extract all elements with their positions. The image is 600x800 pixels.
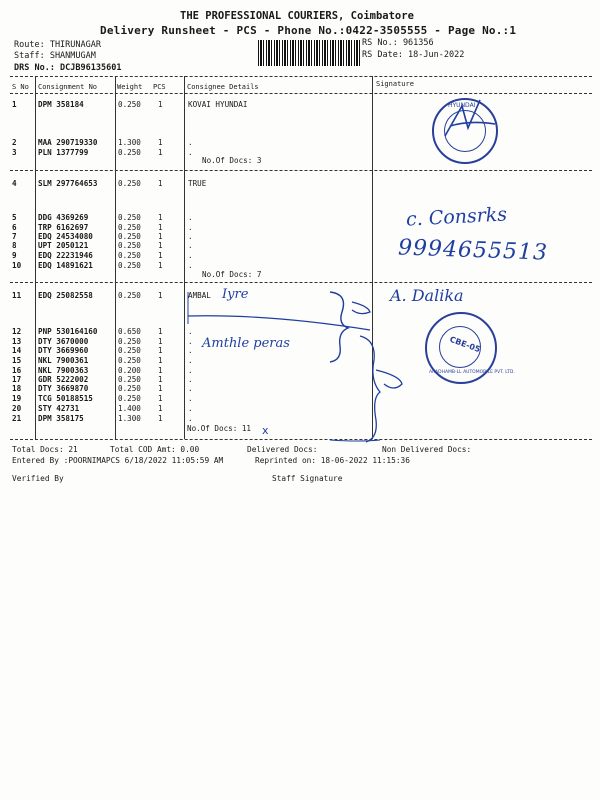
row-consignment-no: TRP 6162697 — [38, 223, 89, 232]
row-pcs: 1 — [158, 251, 163, 260]
row-sno: 4 — [12, 179, 17, 188]
row-sno: 14 — [12, 346, 22, 355]
row-sno: 18 — [12, 384, 22, 393]
col-header-weight: Weight — [117, 83, 143, 91]
handwritten-mark: x — [262, 424, 269, 437]
handwritten-brackets — [180, 280, 410, 450]
row-consignment-no: EDQ 25082558 — [38, 291, 93, 300]
row-sno: 2 — [12, 138, 17, 147]
verified-by: Verified By — [12, 474, 64, 483]
row-consignment-no: EDQ 14891621 — [38, 261, 93, 270]
total-cod-amount: Total COD Amt: 0.00 — [110, 445, 200, 454]
row-weight: 0.250 — [118, 179, 141, 188]
row-sno: 3 — [12, 148, 17, 157]
stamp-center-text: CBE-05 — [448, 334, 482, 355]
row-consignee-details: TRUE — [188, 179, 207, 188]
row-weight: 1.400 — [118, 404, 141, 413]
row-pcs: 1 — [158, 346, 163, 355]
row-consignee-details: . — [188, 356, 193, 365]
row-weight: 0.200 — [118, 366, 141, 375]
stamp-text: HYUNDAI — [448, 102, 476, 109]
row-pcs: 1 — [158, 375, 163, 384]
total-docs: Total Docs: 21 — [12, 445, 78, 454]
row-consignee-details: AMBAL — [188, 291, 211, 300]
handwritten-note: Amthle peras — [202, 336, 290, 351]
row-consignee-details: . — [188, 327, 193, 336]
row-weight: 0.250 — [118, 356, 141, 365]
handwritten-note: Iyre — [222, 287, 249, 302]
row-consignee-details: . — [188, 394, 193, 403]
row-sno: 1 — [12, 100, 17, 109]
row-weight: 0.250 — [118, 337, 141, 346]
row-consignee-details: . — [188, 384, 193, 393]
row-pcs: 1 — [158, 327, 163, 336]
row-consignment-no: DTY 3669960 — [38, 346, 89, 355]
row-pcs: 1 — [158, 241, 163, 250]
row-pcs: 1 — [158, 384, 163, 393]
row-pcs: 1 — [158, 213, 163, 222]
barcode — [258, 40, 360, 66]
row-consignee-details: . — [188, 138, 193, 147]
row-consignment-no: PLN 1377799 — [38, 148, 89, 157]
group-docs-count: No.Of Docs: 11 — [187, 424, 252, 433]
row-pcs: 1 — [158, 356, 163, 365]
row-sno: 16 — [12, 366, 22, 375]
row-consignment-no: SLM 297764653 — [38, 179, 98, 188]
row-sno: 6 — [12, 223, 17, 232]
row-pcs: 1 — [158, 291, 163, 300]
staff-signature: Staff Signature — [272, 474, 343, 483]
row-pcs: 1 — [158, 223, 163, 232]
row-weight: 0.250 — [118, 232, 141, 241]
row-pcs: 1 — [158, 337, 163, 346]
row-pcs: 1 — [158, 404, 163, 413]
row-sno: 12 — [12, 327, 22, 336]
col-header-consignment: Consignment No — [38, 83, 98, 91]
row-pcs: 1 — [158, 366, 163, 375]
col-divider — [35, 76, 36, 439]
row-weight: 0.250 — [118, 251, 141, 260]
row-consignee-details: . — [188, 232, 193, 241]
row-sno: 13 — [12, 337, 22, 346]
row-consignee-details: . — [188, 148, 193, 157]
group-rule-1 — [10, 170, 592, 171]
row-consignment-no: GDR 5222002 — [38, 375, 89, 384]
row-weight: 0.650 — [118, 327, 141, 336]
entered-by: Entered By :POORNIMAPCS 6/18/2022 11:05:59 AM — [12, 456, 224, 465]
row-sno: 10 — [12, 261, 22, 270]
non-delivered-docs: Non Delivered Docs: — [382, 445, 472, 454]
row-consignment-no: DDG 4369269 — [38, 213, 89, 222]
row-consignee-details: . — [188, 241, 193, 250]
runsheet-title: Delivery Runsheet - PCS - Phone No.:0422-3505555 - Page No.:1 — [100, 24, 517, 37]
row-weight: 0.250 — [118, 375, 141, 384]
row-weight: 0.250 — [118, 291, 141, 300]
row-sno: 19 — [12, 394, 22, 403]
row-pcs: 1 — [158, 261, 163, 270]
row-consignee-details: . — [188, 414, 193, 423]
row-sno: 11 — [12, 291, 22, 300]
row-weight: 0.250 — [118, 241, 141, 250]
signature-scribble — [440, 96, 500, 146]
row-weight: 1.300 — [118, 138, 141, 147]
row-pcs: 1 — [158, 100, 163, 109]
row-sno: 15 — [12, 356, 22, 365]
row-consignee-details: . — [188, 261, 193, 270]
row-weight: 0.250 — [118, 100, 141, 109]
delivered-docs: Delivered Docs: — [247, 445, 318, 454]
row-weight: 1.300 — [118, 414, 141, 423]
col-header-signature: Signature — [376, 80, 414, 88]
row-sno: 8 — [12, 241, 17, 250]
row-weight: 0.250 — [118, 261, 141, 270]
col-header-sno: S No — [12, 83, 29, 91]
col-divider — [115, 76, 116, 439]
row-sno: 20 — [12, 404, 22, 413]
row-consignee-details: . — [188, 346, 193, 355]
row-consignee-details: . — [188, 366, 193, 375]
row-pcs: 1 — [158, 232, 163, 241]
row-weight: 0.250 — [118, 148, 141, 157]
row-pcs: 1 — [158, 179, 163, 188]
row-pcs: 1 — [158, 394, 163, 403]
row-consignment-no: PNP 530164160 — [38, 327, 98, 336]
row-weight: 0.250 — [118, 346, 141, 355]
row-pcs: 1 — [158, 148, 163, 157]
row-weight: 0.250 — [118, 213, 141, 222]
row-consignee-details: KOVAI HYUNDAI — [188, 100, 248, 109]
row-weight: 0.250 — [118, 394, 141, 403]
staff-label: Staff: SHANMUGAM — [14, 51, 96, 61]
reprinted-on: Reprinted on: 18-06-2022 11:15:36 — [255, 456, 410, 465]
handwritten-receiver-name: c. Consrks — [405, 203, 508, 231]
row-consignment-no: DTY 3670000 — [38, 337, 89, 346]
row-consignment-no: UPT 2050121 — [38, 241, 89, 250]
row-consignment-no: NKL 7900361 — [38, 356, 89, 365]
col-header-consignee: Consignee Details — [187, 83, 259, 91]
handwritten-receiver-name: A. Dalika — [390, 286, 464, 305]
row-consignment-no: DPM 358175 — [38, 414, 84, 423]
row-sno: 17 — [12, 375, 22, 384]
row-sno: 7 — [12, 232, 17, 241]
row-consignment-no: NKL 7900363 — [38, 366, 89, 375]
row-consignee-details: . — [188, 375, 193, 384]
row-sno: 5 — [12, 213, 17, 222]
row-consignee-details: . — [188, 223, 193, 232]
stamp-ring-text: ARADHAMB-LL AUTOMOBILE PVT. LTD. — [429, 370, 515, 375]
group-docs-count: No.Of Docs: 7 — [202, 270, 262, 279]
drs-number: DRS No.: DCJB96135601 — [14, 63, 122, 73]
company-name: THE PROFESSIONAL COURIERS, Coimbatore — [180, 10, 414, 22]
row-consignment-no: EDQ 24534080 — [38, 232, 93, 241]
group-docs-count: No.Of Docs: 3 — [202, 156, 262, 165]
row-consignment-no: DTY 3669870 — [38, 384, 89, 393]
rs-number: RS No.: 961356 — [362, 38, 434, 48]
row-consignment-no: MAA 290719330 — [38, 138, 98, 147]
row-consignee-details: . — [188, 337, 193, 346]
row-pcs: 1 — [158, 414, 163, 423]
company-stamp — [425, 312, 515, 384]
table-header-rule — [10, 93, 592, 94]
row-consignment-no: STY 42731 — [38, 404, 80, 413]
col-header-pcs: PCS — [153, 83, 166, 91]
rs-date: RS Date: 18-Jun-2022 — [362, 50, 465, 60]
row-weight: 0.250 — [118, 384, 141, 393]
row-sno: 21 — [12, 414, 22, 423]
table-top-rule — [10, 76, 592, 77]
handwritten-phone-number: 9994655513 — [397, 235, 549, 266]
row-weight: 0.250 — [118, 223, 141, 232]
row-sno: 9 — [12, 251, 17, 260]
row-consignment-no: TCG 50188515 — [38, 394, 93, 403]
row-consignee-details: . — [188, 404, 193, 413]
row-consignment-no: EDQ 22231946 — [38, 251, 93, 260]
route-label: Route: THIRUNAGAR — [14, 40, 101, 50]
row-pcs: 1 — [158, 138, 163, 147]
row-consignment-no: DPM 358184 — [38, 100, 84, 109]
row-consignee-details: . — [188, 213, 193, 222]
row-consignee-details: . — [188, 251, 193, 260]
